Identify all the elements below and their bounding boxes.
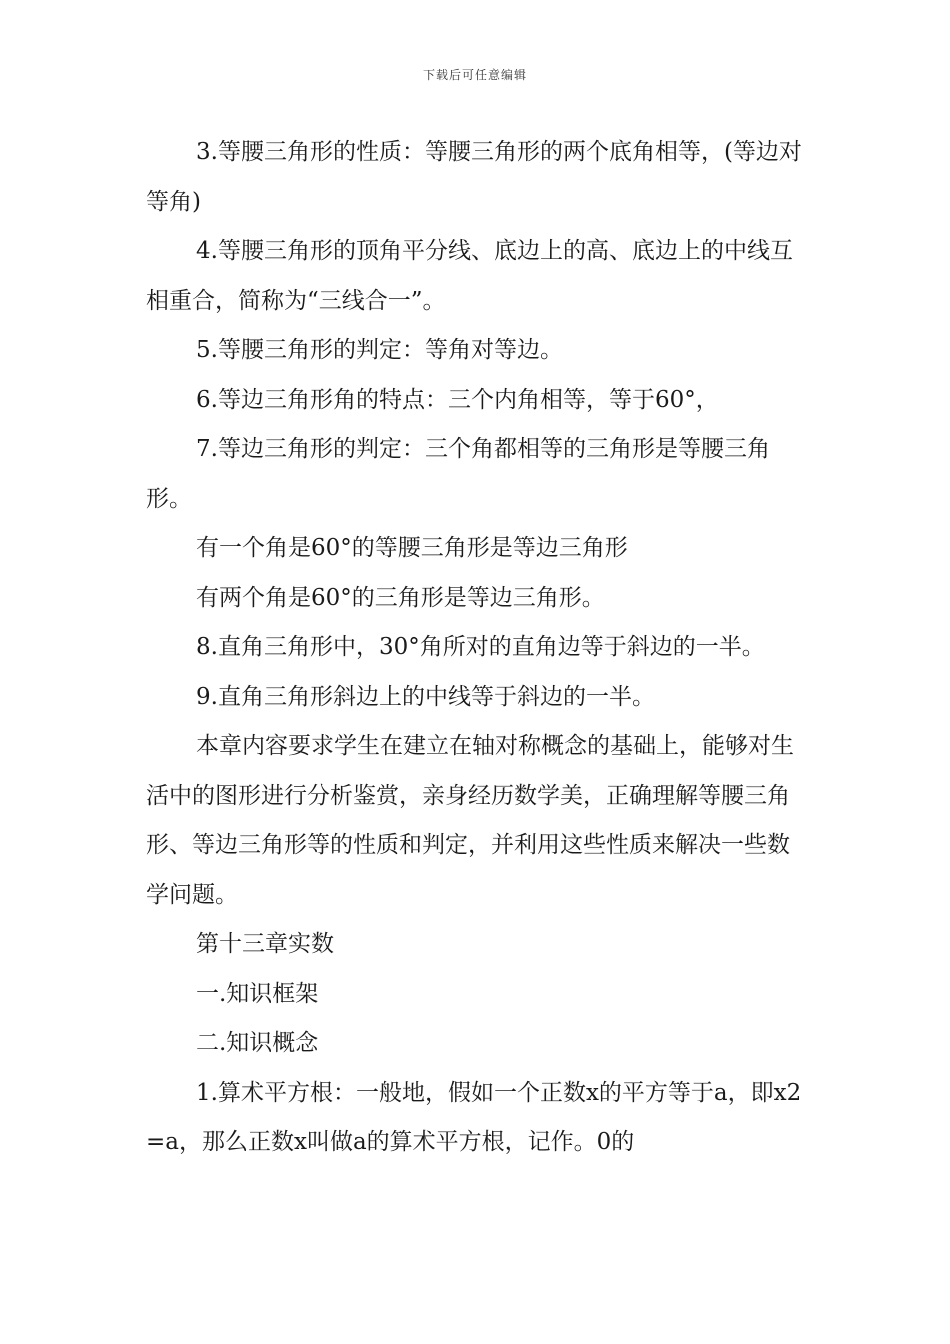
paragraph-right-triangle-median: 9.直角三角形斜边上的中线等于斜边的一半。 bbox=[196, 683, 655, 710]
document-body bbox=[146, 128, 810, 1168]
section-knowledge-concepts: 二.知识概念 bbox=[196, 1030, 319, 1056]
chapter-title: 第十三章实数 bbox=[196, 931, 334, 957]
paragraph-equilateral-criterion: 7.等边三角形的判定：三个角都相等的三角形是等腰三角形。 bbox=[146, 436, 770, 512]
paragraph-one-angle-60: 有一个角是60°的等腰三角形是等边三角形 bbox=[196, 535, 628, 561]
paragraph-right-triangle-30: 8.直角三角形中，30°角所对的直角边等于斜边的一半。 bbox=[196, 634, 765, 660]
paragraph-arithmetic-square-root: 1.算术平方根：一般地，假如一个正数x的平方等于a，即x2=a，那么正数x叫做a的算术平方根，记作。0的 bbox=[146, 1079, 802, 1155]
paragraph-chapter-summary: 本章内容要求学生在建立在轴对称概念的基础上，能够对生活中的图形进行分析鉴赏，亲身经历数学美，正确理解等腰三角形、等边三角形等的性质和判定，并利用这些性质来解决一些数学问题。 bbox=[146, 733, 794, 908]
paragraph-two-angles-60: 有两个角是60°的三角形是等边三角形。 bbox=[196, 584, 605, 611]
paragraph-isosceles-criterion: 5.等腰三角形的判定：等角对等边。 bbox=[196, 337, 563, 363]
paragraph-three-lines-coincide: 4.等腰三角形的顶角平分线、底边上的高、底边上的中线互相重合，简称为“三线合一”。 bbox=[146, 238, 793, 314]
paragraph-isosceles-property: 3.等腰三角形的性质：等腰三角形的两个底角相等，(等边对等角) bbox=[146, 139, 802, 215]
section-knowledge-framework: 一.知识框架 bbox=[196, 980, 319, 1007]
page-header: 下载后可任意编辑 bbox=[422, 68, 527, 82]
paragraph-equilateral-angles: 6.等边三角形角的特点：三个内角相等，等于60°， bbox=[196, 386, 719, 413]
